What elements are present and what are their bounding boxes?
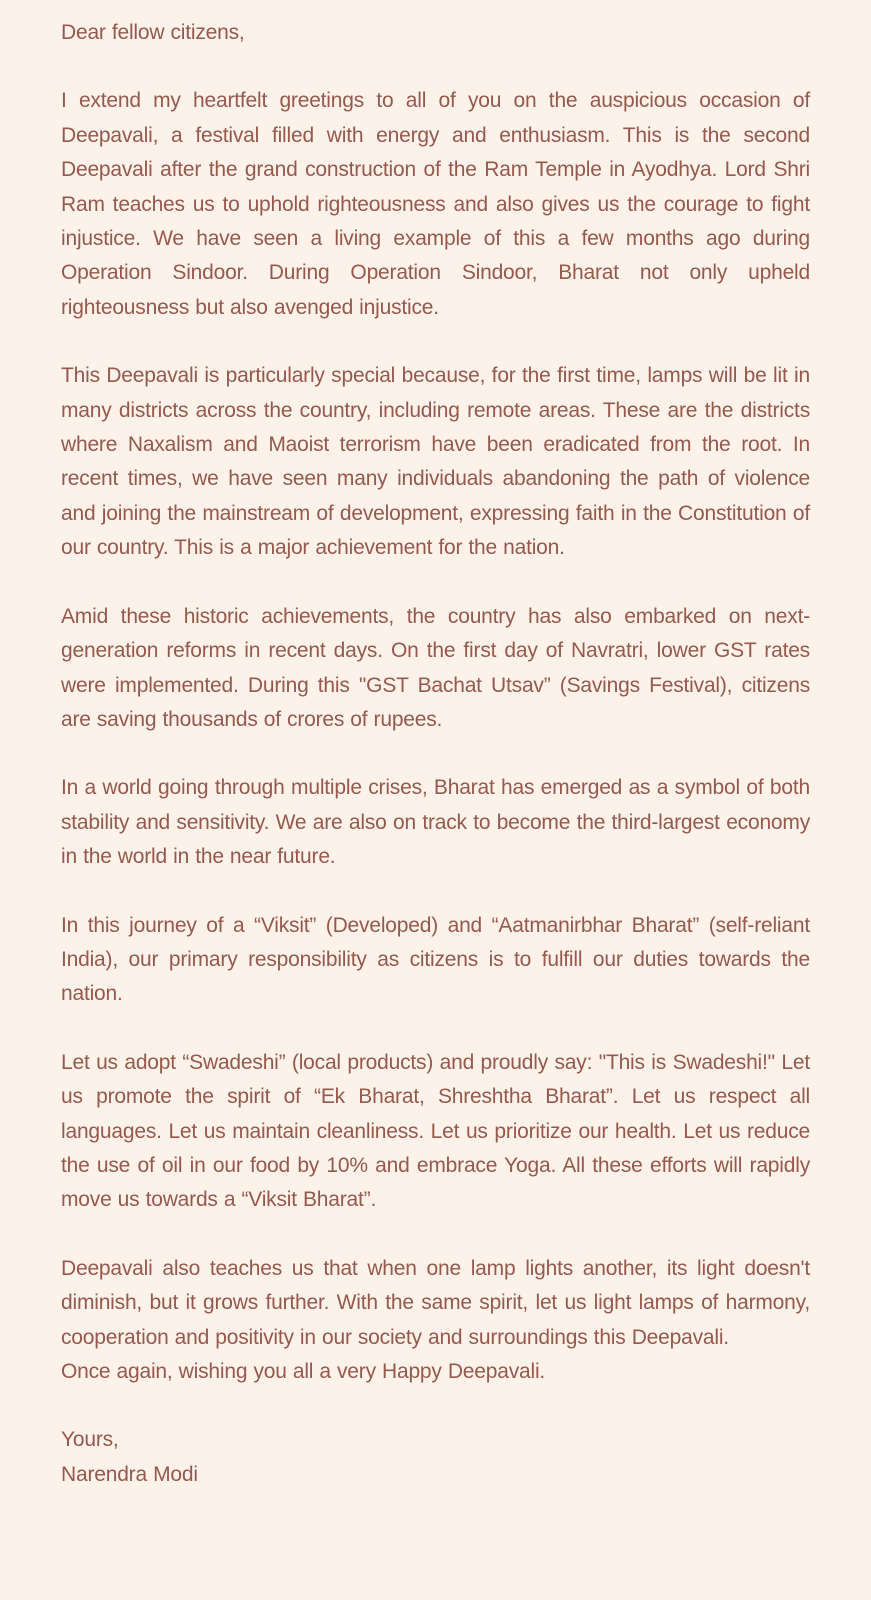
paragraph-swadeshi: Let us adopt “Swadeshi” (local products) and proudly say: "This is Swadeshi!" Let us promote the spirit of “Ek Bharat, Shreshtha Bharat”. Let us respect all languages. Let us maintain cleanliness. Let us prioritize our health. Let us reduce the use of oil in our food by 10% and embrace Yoga. All these efforts will rapidly move us towards a “Viksit Bharat”. [61,1050,810,1212]
paragraph-deepavali-districts: This Deepavali is particularly special because, for the first time, lamps will be lit in many districts across the country, including remote areas. These are the districts where Naxalism and Maoist terrorism have been eradicated from the root. In recent times, we have seen many individuals abandoning the path of violence and joining the mainstream of development, expressing faith in the Constitution of our country. This is a major achievement for the nation. [61,364,810,560]
salutation: Dear fellow citizens, [61,21,245,44]
paragraph-economy: In a world going through multiple crises, Bharat has emerged as a symbol of both stability and sensitivity. We are also on track to become the third-largest economy in the world in the near future. [61,776,810,869]
paragraph-greetings: I extend my heartfelt greetings to all of you on the auspicious occasion of Deepavali, a festival filled with energy and enthusiasm. This is the second Deepavali after the grand construction of the Ram Temple in Ayodhya. Lord Shri Ram teaches us to uphold righteousness and also gives us the courage to fight injustice. We have seen a living example of this a few months ago during Operation Sindoor. During Operation Sindoor, Bharat not only upheld righteousness but also avenged injustice. [61,89,810,319]
signature: Narendra Modi [61,1462,198,1486]
paragraph-gst-reforms: Amid these historic achievements, the country has also embarked on next-generation reforms in recent days. On the first day of Navratri, lower GST rates were implemented. During this "GST Bachat Utsav” (Savings Festival), citizens are saving thousands of crores of rupees. [61,604,810,731]
paragraph-viksit-bharat-duties: In this journey of a “Viksit” (Developed) and “Aatmanirbhar Bharat” (self-reliant India), our primary responsibility as citizens is to fulfill our duties towards the nation. [61,913,810,1006]
closing-line: Once again, wishing you all a very Happy Deepavali. [61,1360,546,1383]
paragraph-lamp-message: Deepavali also teaches us that when one lamp lights another, its light doesn't diminish, but it grows further. With the same spirit, let us light lamps of harmony, cooperation and positivity in our society and surroundings this Deepavali. [61,1256,810,1349]
signoff: Yours, [61,1428,119,1452]
